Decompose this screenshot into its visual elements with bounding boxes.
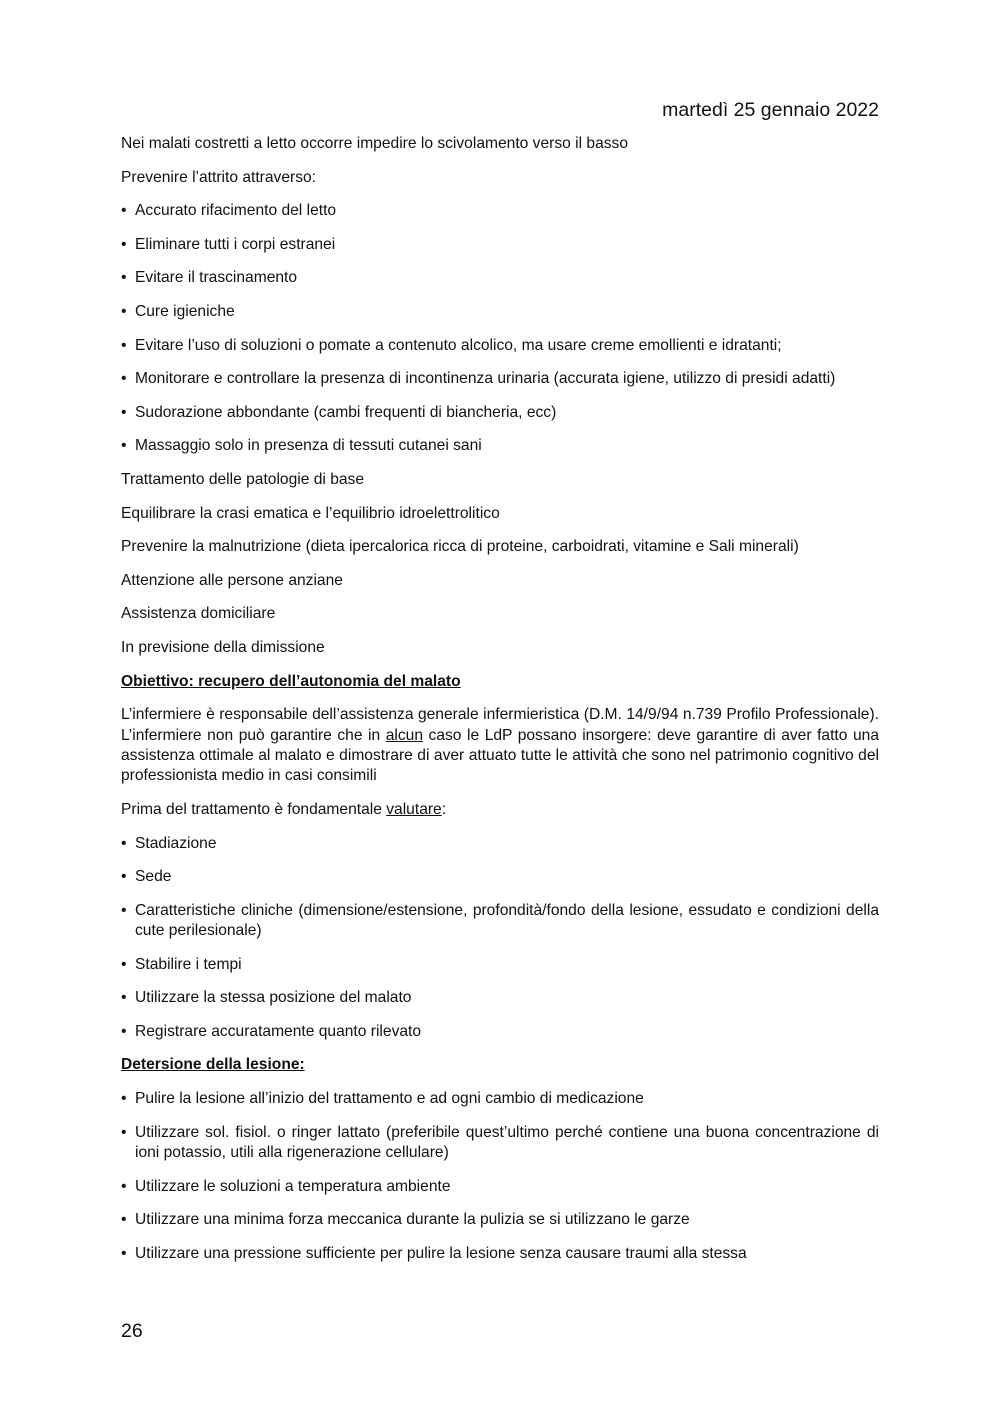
- paragraph-text: L’infermiere è responsabile dell’assistenza generale infermieristica (D.M. 14/9/94 n.739 Profilo Professionale). L’infermiere non può garantire che in: [121, 706, 879, 744]
- bullet-list-valutazione: [121, 834, 879, 1043]
- paragraph: Prevenire la malnutrizione (dieta ipercalorica ricca di proteine, carboidrati, vitamine e Sali minerali): [121, 538, 799, 556]
- list-item-text: Stadiazione: [135, 834, 217, 852]
- bullet-list-attrito: [121, 201, 879, 457]
- list-item: [121, 1123, 879, 1164]
- list-item-text: Monitorare e controllare la presenza di incontinenza urinaria (accurata igiene, utilizzo di presidi adatti): [135, 370, 836, 388]
- paragraph-valutare: [121, 800, 879, 820]
- bullet-icon: •: [121, 1123, 127, 1141]
- list-item: [121, 1177, 879, 1197]
- list-item: [121, 1244, 879, 1264]
- bullet-icon: •: [121, 202, 127, 220]
- paragraph: Attenzione alle persone anziane: [121, 571, 343, 589]
- list-item: [121, 302, 879, 322]
- document-body: [121, 134, 879, 1277]
- list-item: [121, 1210, 879, 1230]
- list-item: [121, 436, 879, 456]
- list-item: [121, 901, 879, 942]
- list-item: [121, 834, 879, 854]
- list-item: [121, 867, 879, 887]
- paragraph: Trattamento delle patologie di base: [121, 470, 365, 488]
- list-item-text: Evitare l’uso di soluzioni o pomate a contenuto alcolico, ma usare creme emollienti e idratanti;: [135, 336, 782, 354]
- bullet-icon: •: [121, 834, 127, 852]
- list-item: [121, 988, 879, 1008]
- list-item-text: Sudorazione abbondante (cambi frequenti di biancheria, ecc): [135, 403, 557, 421]
- list-item-text: Utilizzare una minima forza meccanica durante la pulizia se si utilizzano le garze: [135, 1211, 690, 1229]
- list-item-text: Utilizzare la stessa posizione del malato: [135, 989, 412, 1007]
- bullet-icon: •: [121, 901, 127, 919]
- bullet-icon: •: [121, 336, 127, 354]
- bullet-icon: •: [121, 269, 127, 287]
- bullet-icon: •: [121, 1090, 127, 1108]
- list-item: [121, 403, 879, 423]
- paragraph: Assistenza domiciliare: [121, 605, 276, 623]
- paragraph: Prevenire l’attrito attraverso:: [121, 168, 316, 186]
- list-item-text: Utilizzare le soluzioni a temperatura ambiente: [135, 1177, 451, 1195]
- bullet-icon: •: [121, 1022, 127, 1040]
- bullet-icon: •: [121, 403, 127, 421]
- section-heading-detersione: Detersione della lesione:: [121, 1056, 305, 1074]
- section-heading-obiettivo: Obiettivo: recupero dell’autonomia del malato: [121, 672, 461, 690]
- list-item: [121, 268, 879, 288]
- list-item: [121, 955, 879, 975]
- list-item-text: Eliminare tutti i corpi estranei: [135, 235, 336, 253]
- list-item: [121, 1089, 879, 1109]
- page-date: martedì 25 gennaio 2022: [662, 99, 879, 121]
- list-item: [121, 1022, 879, 1042]
- paragraph: In previsione della dimissione: [121, 638, 325, 656]
- paragraph: Nei malati costretti a letto occorre impedire lo scivolamento verso il basso: [121, 135, 629, 152]
- list-item-text: Cure igieniche: [135, 302, 235, 320]
- list-item: [121, 235, 879, 255]
- underlined-word: alcun: [385, 726, 423, 744]
- paragraph-text: :: [441, 800, 447, 818]
- bullet-icon: •: [121, 1211, 127, 1229]
- list-item-text: Evitare il trascinamento: [135, 269, 298, 287]
- list-item-text: Pulire la lesione all’inizio del trattamento e ad ogni cambio di medicazione: [135, 1090, 644, 1108]
- list-item-text: Stabilire i tempi: [135, 955, 242, 973]
- bullet-icon: •: [121, 1244, 127, 1262]
- list-item-text: Caratteristiche cliniche (dimensione/estensione, profondità/fondo della lesione, essudato e condizioni della cute perilesionale): [135, 901, 879, 940]
- list-item-text: Massaggio solo in presenza di tessuti cutanei sani: [135, 437, 482, 455]
- list-item-text: Utilizzare una pressione sufficiente per pulire la lesione senza causare traumi alla stessa: [135, 1244, 747, 1262]
- page-number: 26: [121, 1320, 143, 1342]
- bullet-icon: •: [121, 868, 127, 886]
- bullet-icon: •: [121, 1177, 127, 1195]
- list-item-text: Registrare accuratamente quanto rilevato: [135, 1022, 422, 1040]
- list-item-text: Sede: [135, 868, 172, 886]
- paragraph-text: caso le LdP possano insorgere: deve garantire di aver fatto una assistenza ottimale al malato e dimostrare di aver attuato tutte le attività che sono nel patrimonio cognitivo del professionista medio in casi consimili: [121, 726, 879, 785]
- paragraph: Equilibrare la crasi ematica e l’equilibrio idroelettrolitico: [121, 504, 500, 522]
- bullet-icon: •: [121, 370, 127, 388]
- underlined-word: valutare: [386, 800, 442, 818]
- paragraph-text: Prima del trattamento è fondamentale: [121, 800, 387, 818]
- bullet-list-detersione: [121, 1089, 879, 1264]
- bullet-icon: •: [121, 955, 127, 973]
- bullet-icon: •: [121, 989, 127, 1007]
- list-item: [121, 369, 879, 389]
- bullet-icon: •: [121, 437, 127, 455]
- list-item: [121, 336, 879, 356]
- bullet-icon: •: [121, 302, 127, 320]
- bullet-icon: •: [121, 235, 127, 253]
- paragraph-infermiere: [121, 705, 879, 787]
- list-item-text: Utilizzare sol. fisiol. o ringer lattato (preferibile quest’ultimo perché contiene una buona concentrazione di ioni potassio, utili alla rigenerazione cellulare): [135, 1123, 879, 1162]
- list-item: [121, 201, 879, 221]
- list-item-text: Accurato rifacimento del letto: [135, 202, 337, 220]
